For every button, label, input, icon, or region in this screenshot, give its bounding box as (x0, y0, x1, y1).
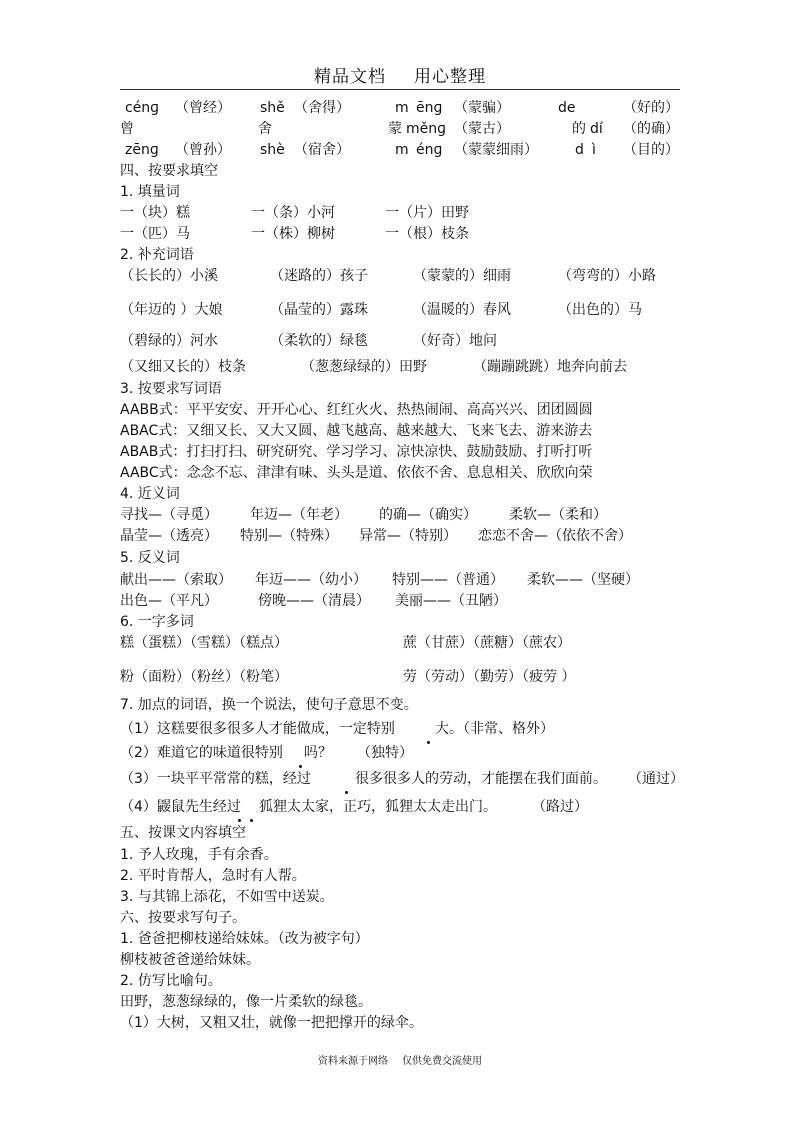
q5-row-1: 献出——（索取） 年迈——（幼小） 特别——（普通） 柔软——（坚硬） (120, 572, 639, 588)
q6-row-2: 粉（面粉）（粉丝）（粉笔） 劳（劳动）（勤劳）（疲劳 ） (120, 669, 576, 685)
pinyin-row-1 (120, 98, 690, 119)
pinyin-text: （舍得） (294, 100, 350, 116)
q2-row-4: （又细又长的）枝条 （葱葱绿绿的）田野 （蹦蹦跳跳）地奔向前去 (120, 359, 627, 375)
pinyin-text: shè (260, 142, 285, 158)
q4-row-2: 晶莹—（透亮） 特别—（特殊） 异常—（特别） 恋恋不舍—（依依不舍） (120, 528, 632, 544)
pinyin-text: ēnɡ (416, 100, 443, 116)
q6-title: 6. 一字多词 (120, 614, 194, 630)
s6-line-5: （1）大树，又粗又壮，就像一把把撑开的绿伞。 (120, 1015, 423, 1031)
s6-line-1: 1. 爸爸把柳枝递给妹妹。（改为被字句） (120, 931, 369, 947)
pinyin-text: （蒙骗） (454, 100, 510, 116)
q1-title: 1. 填量词 (120, 184, 180, 200)
s5-line-3: 3. 与其锦上添花，不如雪中送炭。 (120, 889, 334, 905)
pinyin-text: （宿舍） (294, 142, 350, 158)
s5-line-1: 1. 予人玫瑰，手有余香。 (120, 847, 278, 863)
s6-line-4: 田野，葱葱绿绿的，像一片柔软的绿毯。 (120, 994, 372, 1010)
pinyin-text: m (395, 142, 409, 158)
emphasis-dot (299, 765, 302, 768)
header-rule (120, 89, 680, 90)
q2-row-3: （碧绿的）河水 （柔软的）绿毯 （好奇）地问 (120, 333, 497, 349)
q3-title: 3. 按要求写词语 (120, 381, 222, 397)
pinyin-text: énɡ (416, 142, 443, 158)
footer-right: 仅供免费交流使用 (402, 1056, 482, 1067)
pinyin-text: shě (260, 100, 285, 116)
section-4-title: 四、按要求填空 (120, 163, 218, 179)
q1-row-1: 一（块）糕 一（条）小河 一（片）田野 (120, 205, 469, 221)
s5-line-2: 2. 平时肯帮人，急时有人帮。 (120, 868, 306, 884)
q7-title: 7. 加点的词语，换一个说法，使句子意思不变。 (120, 697, 418, 713)
footer-left: 资料来源于网络 (318, 1056, 388, 1067)
pinyin-row-2 (120, 119, 690, 140)
pinyin-text: de (558, 100, 576, 116)
s6-line-3: 2. 仿写比喻句。 (120, 973, 222, 989)
q3-line-1: AABB式：平平安安、开开心心、红红火火、热热闹闹、高高兴兴、团团圆圆 (120, 402, 593, 418)
pinyin-text: （曾孙） (175, 142, 231, 158)
pinyin-char: 曾 (120, 121, 134, 137)
q7-item-3: （3）一块平平常常的糕，经过 很多很多人的劳动，才能摆在我们面前。 （通过） (120, 769, 690, 797)
header-right: 用心整理 (414, 67, 486, 87)
pinyin-text: （蒙古） (454, 121, 510, 137)
pinyin-text: dí (590, 121, 603, 137)
q5-row-2: 出色—（平凡） 傍晚——（清晨） 美丽——（丑陋） (120, 593, 507, 609)
q3-line-2: ABAC式：又细又长、又大又圆、越飞越高、越来越大、飞来飞去、游来游去 (120, 423, 593, 439)
pinyin-text: （曾经） (175, 100, 231, 116)
section-6-title: 六、按要求写句子。 (120, 910, 246, 926)
q4-row-1: 寻找—（寻觅） 年迈—（年老） 的确—（确实） 柔软—（柔和） (120, 507, 607, 523)
document-body (120, 98, 690, 1034)
q3-line-4: AABC式：念念不忘、津津有味、头头是道、依依不舍、息息相关、欣欣向荣 (120, 465, 593, 481)
section-5-title: 五、按课文内容填空 (120, 825, 246, 841)
pinyin-text: （目的） (623, 142, 679, 158)
header-left: 精品文档 (314, 67, 386, 87)
pinyin-text: （蒙蒙细雨） (454, 142, 538, 158)
s6-line-2: 柳枝被爸爸递给妹妹。 (120, 952, 260, 968)
pinyin-text: （的确） (623, 121, 679, 137)
pinyin-char: 的 (572, 121, 586, 137)
q4-title: 4. 近义词 (120, 486, 180, 502)
q7-item-4: （4）鼹鼠先生经过 狐狸太太家，正巧，狐狸太太走出门。 （路过） (120, 797, 690, 823)
pinyin-row-3 (120, 140, 690, 161)
pinyin-char: 蒙 (388, 121, 402, 137)
q1-row-2: 一（匹）马 一（株）柳树 一（根）枝条 (120, 226, 469, 242)
pinyin-text: měnɡ (406, 121, 447, 137)
q2-title: 2. 补充词语 (120, 247, 194, 263)
q7-item-2: （2）难道它的味道很特别 吗？ （独特） (120, 743, 690, 769)
pinyin-text: zēnɡ (125, 142, 159, 158)
page-footer (0, 1052, 800, 1067)
page-header (0, 62, 800, 87)
pinyin-char: 舍 (258, 121, 272, 137)
emphasis-dot (345, 791, 348, 794)
q2-row-2: （年迈的 ）大娘 （晶莹的）露珠 （温暖的）春风 （出色的）马 (120, 302, 642, 318)
pinyin-text: （好的） (623, 100, 679, 116)
emphasis-dot (250, 819, 253, 822)
q3-line-3: ABAB式：打扫打扫、研究研究、学习学习、凉快凉快、鼓励鼓励、打听打听 (120, 444, 593, 460)
emphasis-dot (238, 819, 241, 822)
pinyin-text: cénɡ (125, 100, 160, 116)
q7-item-1: （1）这糕要很多很多人才能做成，一定特别 大。（非常、格外） (120, 719, 690, 743)
q6-row-1: 糕（蛋糕）（雪糕）（糕点） 蔗（甘蔗）（蔗糖）（蔗农） (120, 635, 571, 651)
pinyin-text: d (575, 142, 584, 158)
pinyin-text: m (395, 100, 409, 116)
q5-title: 5. 反义词 (120, 550, 180, 566)
q2-row-1: （长长的）小溪 （迷路的）孩子 （蒙蒙的）细雨 （弯弯的）小路 (120, 268, 656, 284)
pinyin-text: ì (592, 142, 596, 158)
